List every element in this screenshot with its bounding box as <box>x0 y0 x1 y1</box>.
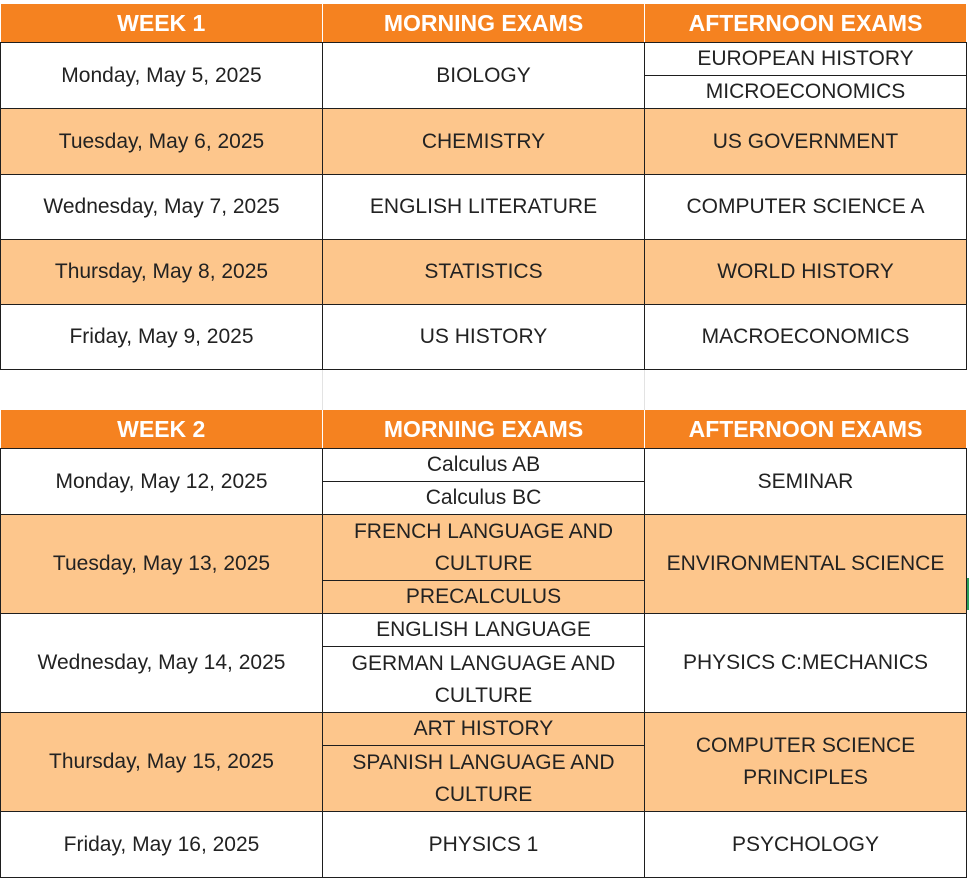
morning-exam-cell[interactable]: Calculus BC <box>323 482 645 515</box>
week1-morning-header: MORNING EXAMS <box>323 4 645 43</box>
week1-afternoon-header: AFTERNOON EXAMS <box>645 4 967 43</box>
gridline <box>644 370 645 410</box>
morning-exam-cell[interactable]: US HISTORY <box>323 305 645 370</box>
week2-table <box>0 410 967 878</box>
table-row <box>1 109 967 175</box>
date-cell[interactable]: Wednesday, May 14, 2025 <box>1 614 323 713</box>
date-cell[interactable]: Tuesday, May 13, 2025 <box>1 515 323 614</box>
spacer-row <box>0 370 969 410</box>
morning-exam-cell[interactable]: BIOLOGY <box>323 43 645 109</box>
table-row <box>1 812 967 878</box>
afternoon-exam-cell[interactable]: US GOVERNMENT <box>645 109 967 175</box>
week2-morning-header: MORNING EXAMS <box>323 410 645 449</box>
afternoon-exam-cell[interactable]: MICROECONOMICS <box>645 76 967 109</box>
week2-header-row <box>1 410 967 449</box>
morning-exam-cell[interactable]: PHYSICS 1 <box>323 812 645 878</box>
afternoon-exam-cell[interactable]: MACROECONOMICS <box>645 305 967 370</box>
afternoon-exam-cell[interactable]: EUROPEAN HISTORY <box>645 43 967 76</box>
week1-table <box>0 4 967 370</box>
morning-exam-cell[interactable]: PRECALCULUS <box>323 581 645 614</box>
date-cell[interactable]: Monday, May 5, 2025 <box>1 43 323 109</box>
week2-afternoon-header: AFTERNOON EXAMS <box>645 410 967 449</box>
date-cell[interactable]: Wednesday, May 7, 2025 <box>1 175 323 240</box>
morning-exam-cell[interactable]: Calculus AB <box>323 449 645 482</box>
morning-exam-cell[interactable]: FRENCH LANGUAGE AND CULTURE <box>323 515 645 581</box>
date-cell[interactable]: Monday, May 12, 2025 <box>1 449 323 515</box>
afternoon-exam-cell[interactable]: ENVIRONMENTAL SCIENCE <box>645 515 967 614</box>
afternoon-exam-cell[interactable]: COMPUTER SCIENCE A <box>645 175 967 240</box>
table-row <box>1 305 967 370</box>
table-row <box>1 43 967 76</box>
morning-exam-cell[interactable]: CHEMISTRY <box>323 109 645 175</box>
date-cell[interactable]: Thursday, May 15, 2025 <box>1 713 323 812</box>
afternoon-exam-cell[interactable]: COMPUTER SCIENCE PRINCIPLES <box>645 713 967 812</box>
date-cell[interactable]: Tuesday, May 6, 2025 <box>1 109 323 175</box>
morning-exam-cell[interactable]: SPANISH LANGUAGE AND CULTURE <box>323 746 645 812</box>
morning-exam-cell[interactable]: GERMAN LANGUAGE AND CULTURE <box>323 647 645 713</box>
date-cell[interactable]: Friday, May 16, 2025 <box>1 812 323 878</box>
table-row <box>1 240 967 305</box>
afternoon-exam-cell[interactable]: WORLD HISTORY <box>645 240 967 305</box>
week1-header-row <box>1 4 967 43</box>
afternoon-exam-cell[interactable]: PSYCHOLOGY <box>645 812 967 878</box>
table-row <box>1 614 967 647</box>
morning-exam-cell[interactable]: ART HISTORY <box>323 713 645 746</box>
morning-exam-cell[interactable]: STATISTICS <box>323 240 645 305</box>
afternoon-exam-cell[interactable]: SEMINAR <box>645 449 967 515</box>
week2-label: WEEK 2 <box>1 410 323 449</box>
week1-label: WEEK 1 <box>1 4 323 43</box>
morning-exam-cell[interactable]: ENGLISH LANGUAGE <box>323 614 645 647</box>
table-row <box>1 175 967 240</box>
afternoon-exam-cell[interactable]: PHYSICS C:MECHANICS <box>645 614 967 713</box>
morning-exam-cell[interactable]: ENGLISH LITERATURE <box>323 175 645 240</box>
table-row <box>1 713 967 746</box>
gridline <box>322 370 323 410</box>
table-row <box>1 449 967 482</box>
table-row <box>1 515 967 581</box>
date-cell[interactable]: Friday, May 9, 2025 <box>1 305 323 370</box>
date-cell[interactable]: Thursday, May 8, 2025 <box>1 240 323 305</box>
